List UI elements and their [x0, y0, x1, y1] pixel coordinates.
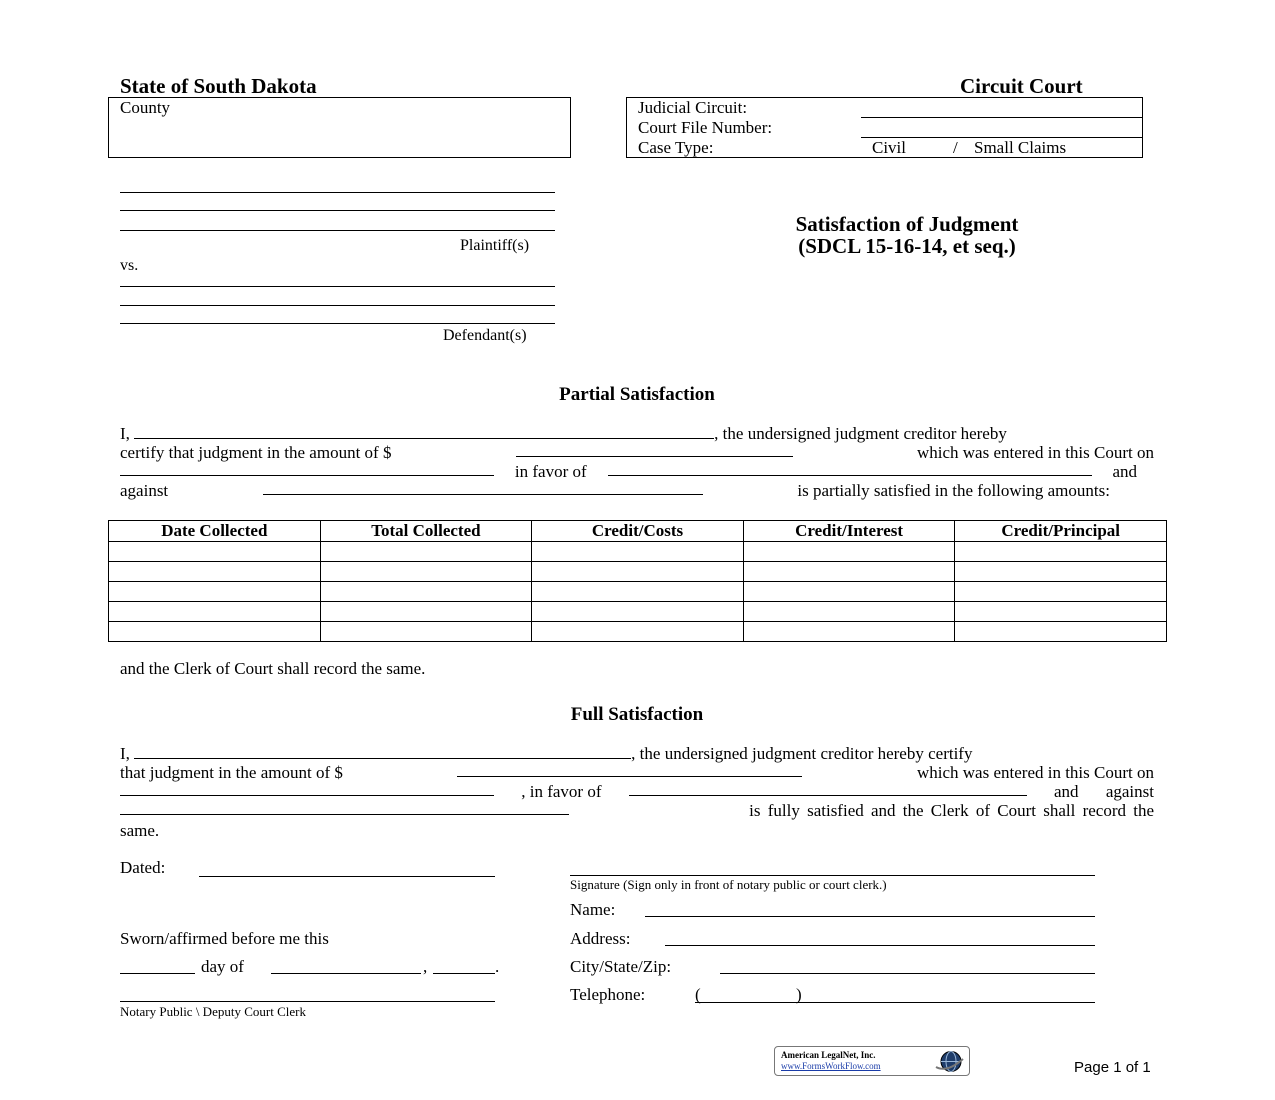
case-type-civil[interactable]: Civil — [872, 138, 907, 157]
full-line-3 — [120, 782, 1154, 802]
document-title: Satisfaction of Judgment — [795, 212, 1019, 236]
county-label: County — [120, 98, 171, 117]
table-header-total-collected: Total Collected — [320, 521, 532, 542]
document-statute: (SDCL 15-16-14, et seq.) — [798, 234, 1016, 258]
county-box — [108, 97, 571, 158]
table-cell[interactable] — [320, 602, 532, 622]
signature-line[interactable] — [570, 875, 1095, 876]
collections-table — [108, 520, 1167, 642]
table-header-credit-costs: Credit/Costs — [532, 521, 744, 542]
globe-icon — [933, 1049, 965, 1074]
table-cell[interactable] — [320, 622, 532, 642]
table-header-credit-interest: Credit/Interest — [743, 521, 955, 542]
publisher-url[interactable]: www.FormsWorkFlow.com — [781, 1061, 881, 1071]
table-cell[interactable] — [955, 622, 1167, 642]
partial-and-text: and — [1112, 462, 1137, 481]
table-cell[interactable] — [955, 582, 1167, 602]
sworn-period: . — [495, 957, 500, 976]
address-field[interactable] — [665, 945, 1095, 946]
table-cell[interactable] — [743, 622, 955, 642]
partial-against-text: against — [120, 481, 169, 500]
table-cell[interactable] — [532, 562, 744, 582]
court-file-number-label: Court File Number: — [638, 118, 773, 137]
vs-label: vs. — [120, 257, 139, 274]
partial-creditor-name-field[interactable] — [134, 425, 714, 439]
table-row — [109, 602, 1167, 622]
dated-label: Dated: — [120, 858, 166, 877]
partial-satisfaction-heading: Partial Satisfaction — [559, 384, 715, 405]
full-i-label: I, — [120, 744, 130, 763]
sworn-month-field[interactable] — [271, 973, 421, 974]
city-state-zip-label: City/State/Zip: — [570, 957, 672, 976]
publisher-name: American LegalNet, Inc. — [781, 1050, 876, 1060]
partial-i-label: I, — [120, 424, 130, 443]
table-cell[interactable] — [109, 622, 321, 642]
city-state-zip-field[interactable] — [720, 973, 1095, 974]
notary-label: Notary Public \ Deputy Court Clerk — [120, 1004, 306, 1019]
signature-note: Signature (Sign only in front of notary public or court clerk.) — [570, 877, 887, 892]
full-creditor-name-field[interactable] — [134, 745, 631, 759]
table-header-row — [109, 521, 1167, 542]
partial-against-field[interactable] — [263, 481, 703, 495]
full-satisfaction-heading: Full Satisfaction — [570, 704, 704, 725]
judicial-circuit-line[interactable] — [861, 117, 1142, 118]
partial-amount-field[interactable] — [516, 443, 793, 457]
table-row — [109, 582, 1167, 602]
sworn-year-field[interactable] — [433, 973, 495, 974]
publisher-logo[interactable] — [774, 1046, 970, 1076]
full-and-text: and — [1054, 782, 1079, 801]
table-cell[interactable] — [743, 602, 955, 622]
full-line-4 — [120, 801, 1154, 821]
table-cell[interactable] — [743, 542, 955, 562]
partial-line-2 — [120, 443, 1154, 463]
plaintiff-label: Plaintiff(s) — [460, 237, 530, 254]
defendant-line-1[interactable] — [120, 286, 555, 287]
table-cell[interactable] — [109, 562, 321, 582]
full-same-text: same. — [120, 821, 160, 840]
table-cell[interactable] — [532, 582, 744, 602]
full-against-field[interactable] — [120, 801, 569, 815]
table-cell[interactable] — [320, 562, 532, 582]
page-number: Page 1 of 1 — [1074, 1059, 1151, 1076]
table-cell[interactable] — [532, 542, 744, 562]
case-info-box — [626, 97, 1143, 158]
partial-line-3 — [120, 462, 1137, 482]
name-label: Name: — [570, 900, 616, 919]
table-cell[interactable] — [743, 582, 955, 602]
full-entered-text: which was entered in this Court on — [916, 763, 1154, 782]
table-cell[interactable] — [320, 582, 532, 602]
full-satisfied-text: is fully satisfied and the Clerk of Court shall record the — [749, 801, 1154, 820]
table-cell[interactable] — [320, 542, 532, 562]
partial-in-favor-of: in favor of — [514, 462, 587, 481]
table-row — [109, 562, 1167, 582]
defendant-line-2[interactable] — [120, 305, 555, 306]
day-of-text: day of — [201, 957, 244, 976]
plaintiff-line-2[interactable] — [120, 210, 555, 211]
full-amount-text: that judgment in the amount of $ — [120, 763, 343, 782]
phone-close-paren: ) — [796, 985, 802, 1004]
sworn-day-field[interactable] — [120, 973, 195, 974]
partial-closing-text: and the Clerk of Court shall record the same. — [120, 659, 426, 678]
defendant-label: Defendant(s) — [443, 327, 527, 344]
name-field[interactable] — [645, 916, 1095, 917]
table-header-date-collected: Date Collected — [109, 521, 321, 542]
full-in-favor-of: , in favor of — [521, 782, 602, 801]
judicial-circuit-label: Judicial Circuit: — [638, 98, 748, 117]
case-type-small-claims[interactable]: Small Claims — [974, 138, 1067, 157]
sworn-text: Sworn/affirmed before me this — [120, 929, 329, 948]
full-line-1 — [120, 744, 1154, 764]
full-line-2 — [120, 763, 1154, 783]
table-cell[interactable] — [532, 622, 744, 642]
court-heading: Circuit Court — [960, 74, 1083, 98]
table-cell[interactable] — [955, 542, 1167, 562]
partial-certify-text: certify that judgment in the amount of $ — [120, 443, 392, 462]
table-cell[interactable] — [109, 542, 321, 562]
table-cell[interactable] — [743, 562, 955, 582]
case-type-separator: / — [953, 138, 958, 157]
table-cell[interactable] — [955, 562, 1167, 582]
telephone-field[interactable] — [695, 1002, 1095, 1003]
partial-entered-date-field[interactable] — [120, 462, 494, 476]
table-cell[interactable] — [109, 582, 321, 602]
dated-field[interactable] — [199, 876, 495, 877]
telephone-label: Telephone: — [570, 985, 646, 1004]
defendant-line-3[interactable] — [120, 323, 555, 324]
full-in-favor-of-field[interactable] — [629, 782, 1027, 796]
table-cell[interactable] — [532, 602, 744, 622]
partial-line-1 — [120, 424, 1154, 444]
table-header-credit-principal: Credit/Principal — [955, 521, 1167, 542]
full-creditor-text: , the undersigned judgment creditor hereby certify — [631, 744, 973, 763]
case-type-label: Case Type: — [638, 138, 714, 157]
notary-signature-line[interactable] — [120, 1001, 495, 1002]
partial-entered-text: which was entered in this Court on — [916, 443, 1154, 462]
address-label: Address: — [570, 929, 631, 948]
table-row — [109, 622, 1167, 642]
plaintiff-line-1[interactable] — [120, 192, 555, 193]
partial-in-favor-of-field[interactable] — [608, 462, 1092, 476]
table-cell[interactable] — [955, 602, 1167, 622]
table-row — [109, 542, 1167, 562]
partial-creditor-text: , the undersigned judgment creditor hereby — [714, 424, 1007, 443]
partial-line-4 — [120, 481, 1110, 501]
partial-satisfied-text: is partially satisfied in the following amounts: — [797, 481, 1110, 500]
sworn-comma: , — [423, 957, 428, 976]
full-against-text: against — [1105, 782, 1154, 801]
table-cell[interactable] — [109, 602, 321, 622]
plaintiff-line-3[interactable] — [120, 230, 555, 231]
full-entered-date-field[interactable] — [120, 782, 494, 796]
phone-open-paren: ( — [695, 985, 701, 1004]
full-amount-field[interactable] — [457, 763, 802, 777]
state-heading: State of South Dakota — [120, 74, 317, 98]
